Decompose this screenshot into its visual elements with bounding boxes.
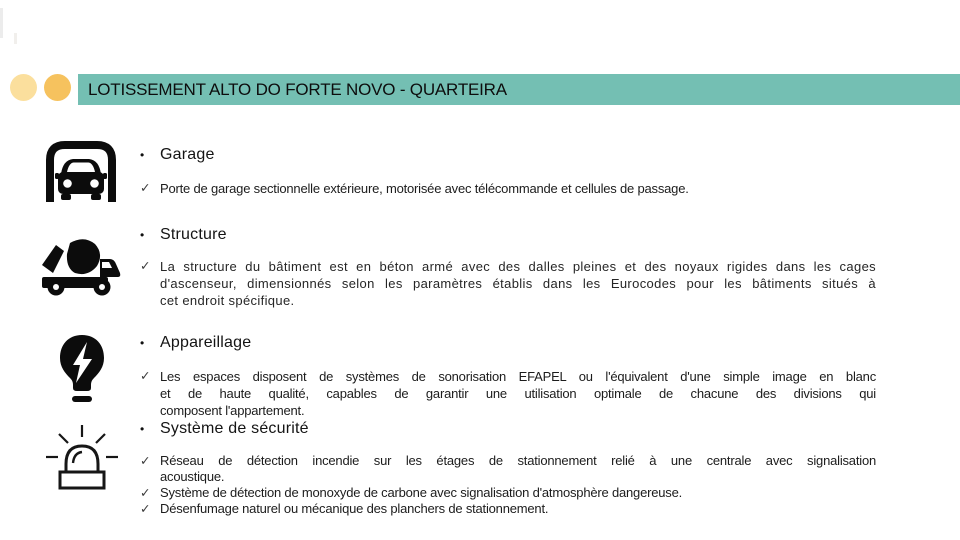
section-body-appareillage [140, 368, 876, 419]
decorative-circle-dark [44, 74, 71, 101]
section-title-structure [140, 225, 227, 245]
body-line: composent l'appartement. [160, 403, 305, 418]
list-item [140, 180, 876, 197]
body-line: et de haute qualité, capables de garantir une utilisation optimale de chacune des divisions qui [160, 386, 876, 401]
body-line: d'ascenseur, dimensionnés selon les paramètres établis dans les Eurocodes pour les bâtiments situés à [160, 276, 876, 291]
body-line: Désenfumage naturel ou mécanique des planchers de stationnement. [160, 501, 549, 516]
section-body-garage [140, 180, 876, 197]
alarm-siren-icon [46, 424, 118, 492]
section-title-label: Structure [160, 226, 227, 243]
section-body-structure [140, 258, 876, 309]
check-icon: ✓ [140, 502, 151, 516]
check-icon: ✓ [140, 181, 151, 195]
body-line: Porte de garage sectionnelle extérieure, motorisée avec télécommande et cellules de passage. [160, 181, 689, 196]
list-item [140, 368, 876, 419]
section-title-securite [140, 419, 309, 439]
check-icon: ✓ [140, 259, 151, 273]
garage-door-car-icon [45, 140, 117, 202]
list-item [140, 258, 876, 309]
section-title-label: Système de sécurité [160, 420, 309, 437]
bullet: • [140, 336, 145, 350]
check-icon: ✓ [140, 454, 151, 468]
lightbulb-bolt-icon [56, 333, 108, 403]
body-line: Les espaces disposent de systèmes de sonorisation EFAPEL ou l'équivalent d'une simple image en blanc [160, 369, 876, 384]
body-line: acoustique. [160, 469, 225, 484]
section-title-label: Garage [160, 146, 215, 163]
check-icon: ✓ [140, 369, 151, 383]
section-body-securite [140, 453, 876, 517]
section-title-garage [140, 145, 215, 165]
slide-edge-mark [14, 33, 17, 44]
body-line: cet endroit spécifique. [160, 293, 295, 308]
list-item [140, 501, 876, 517]
body-line: Réseau de détection incendie sur les étages de stationnement relié à une centrale avec signalisation [160, 453, 876, 468]
section-title-appareillage [140, 333, 251, 353]
bullet: • [140, 228, 145, 242]
slide-title: LOTISSEMENT ALTO DO FORTE NOVO - QUARTEIRA [88, 79, 507, 99]
section-title-label: Appareillage [160, 334, 252, 351]
slide-title-bar [78, 74, 960, 105]
slide-edge-mark [0, 8, 3, 38]
list-item [140, 485, 876, 501]
body-line: Système de détection de monoxyde de carbone avec signalisation d'atmosphère dangereuse. [160, 485, 683, 500]
bullet: • [140, 148, 145, 162]
list-item [140, 453, 876, 485]
check-icon: ✓ [140, 486, 151, 500]
body-line: La structure du bâtiment est en béton armé avec des dalles pleines et des noyaux rigides dans les cages [160, 259, 876, 274]
decorative-circle-light [10, 74, 37, 101]
bullet: • [140, 422, 145, 436]
concrete-mixer-truck-icon [40, 237, 128, 297]
